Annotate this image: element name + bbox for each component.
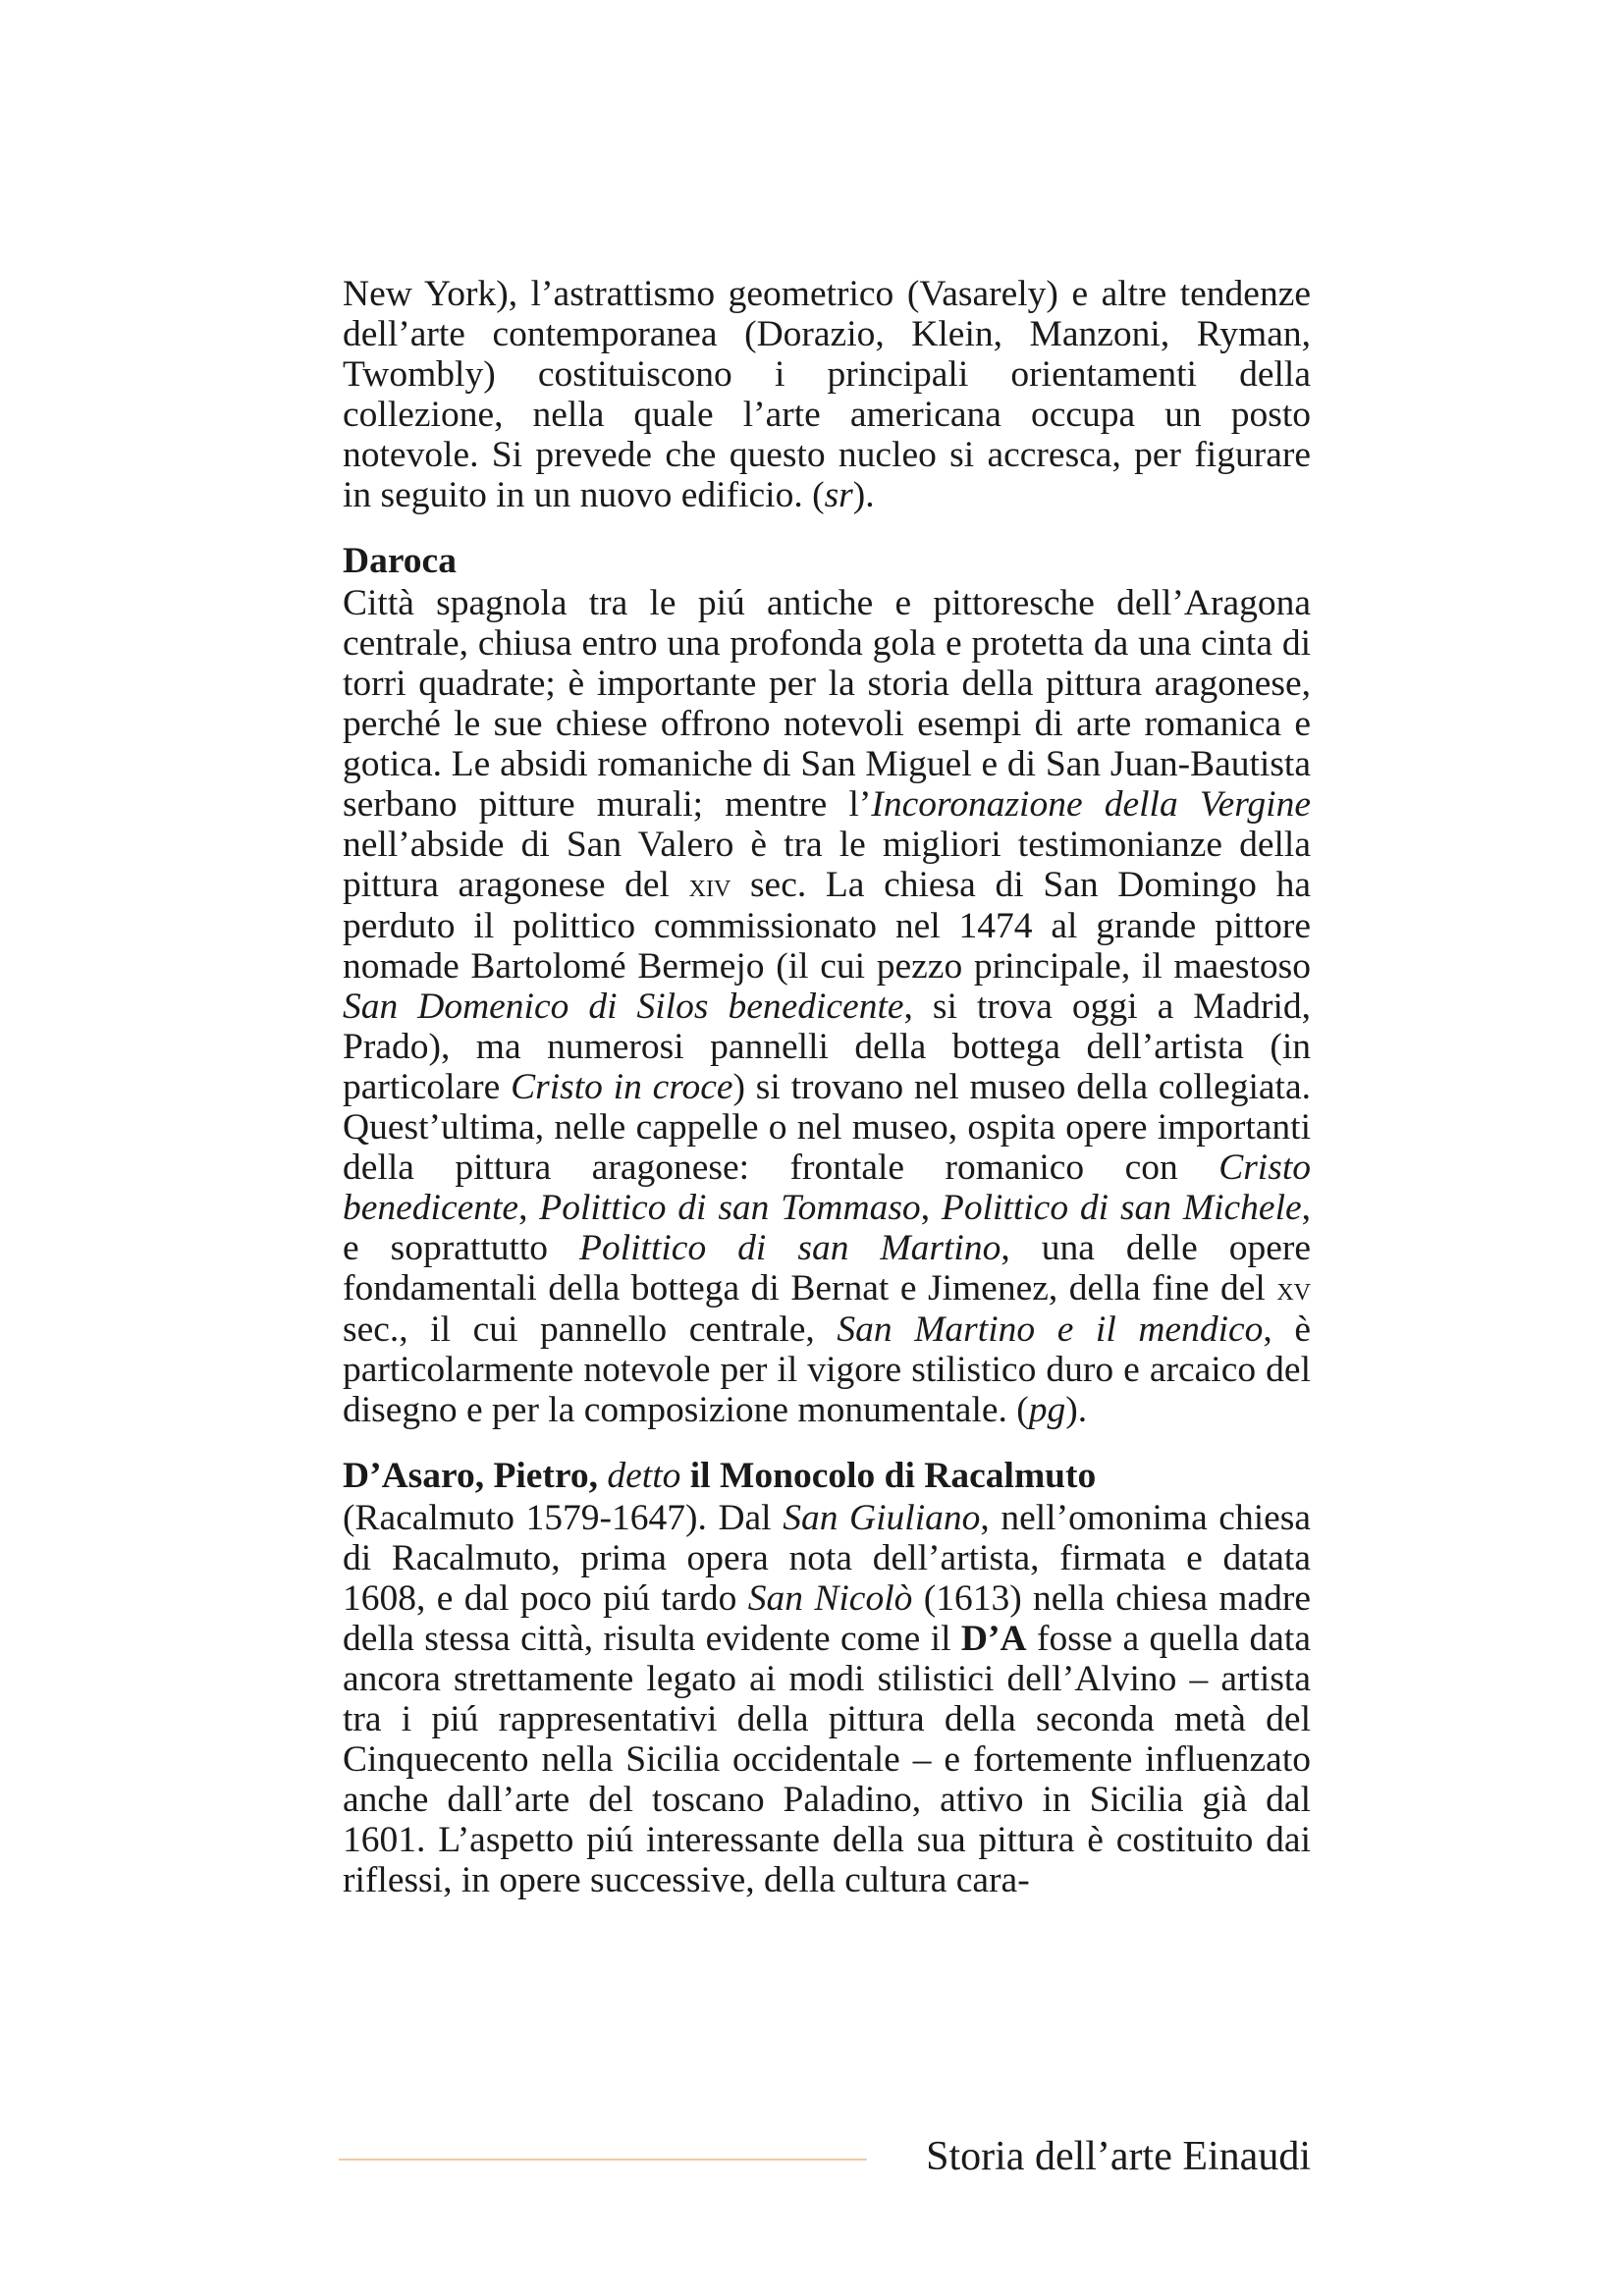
footer-rule <box>339 2159 867 2161</box>
text-run: , si trova oggi a Madrid, Prado), ma numerosi pannelli della bottega dell’artista (in particolare <box>343 987 1312 1107</box>
author-signature: pg <box>1028 1390 1066 1430</box>
text-run: sec. La chiesa di San Domingo ha perduto il polittico commissionato nel 1474 al grande pittore nomade Bartolomé Bermejo (il cui pezzo principale, il maestoso <box>343 865 1311 987</box>
text-run: fosse a quella data ancora strettamente legato ai modi stilistici dell’Alvino – artista tra i piú rappresentativi della pittura della seconda metà del Cinquecento nella Sicilia occidentale – e fortemente influenzato anche dall’arte del toscano Paladino, attivo in Sicilia già dal 1601. L’aspetto piú interessante della sua pittura è costituito dai riflessi, in opere successive, della cultura cara- <box>343 1619 1311 1900</box>
footer-title: Storia dell’arte Einaudi <box>926 2134 1311 2179</box>
artwork-title: San Domenico di Silos benedicente <box>343 987 904 1027</box>
text-run: , è particolarmente notevole per il vigore stilistico duro e arcaico del disegno e per la composizione monumentale. ( <box>343 1309 1311 1430</box>
intro-paragraph <box>343 274 1311 515</box>
article-body <box>343 274 1311 1900</box>
text-run: , nell’omonima chiesa di Racalmuto, prima opera nota dell’artista, firmata e datata 1608, e dal poco piú tardo <box>343 1498 1312 1619</box>
entry-paragraph <box>343 1498 1311 1900</box>
artwork-title: Cristo in croce <box>511 1067 733 1107</box>
text-run: , <box>518 1188 540 1228</box>
title-run: il Monocolo di Racalmuto <box>680 1456 1097 1496</box>
century-numeral: xiv <box>688 867 731 904</box>
text-run: (1613) nella chiesa madre della stessa città, risulta evidente come il <box>343 1578 1311 1659</box>
text-run: , <box>920 1188 942 1228</box>
artwork-title: San Giuliano <box>783 1498 981 1538</box>
text-run: nell’abside di San Valero è tra le migliori testimonianze della pittura aragonese del <box>343 825 1311 905</box>
intro-end: ). <box>852 475 875 515</box>
author-signature: sr <box>824 475 853 515</box>
artwork-title: Cristo benedicente <box>343 1148 1311 1228</box>
title-run: detto <box>607 1456 681 1496</box>
entry-title <box>343 1454 1311 1498</box>
entry-dasaro <box>343 1454 1311 1900</box>
artwork-title: Incoronazione della Vergine <box>871 784 1311 825</box>
artwork-title: Polittico di san Martino <box>579 1228 1001 1268</box>
title-run: D’Asaro, Pietro, <box>343 1456 608 1496</box>
text-run: ). <box>1065 1390 1088 1430</box>
century-numeral: xv <box>1276 1270 1311 1308</box>
text-run: Città spagnola tra le piú antiche e pittoresche dell’Aragona centrale, chiusa entro una profonda gola e protetta da una cinta di torri quadrate; è importante per la storia della pittura aragonese, perché le sue chiese offrono notevoli esempi di arte romanica e gotica. Le absidi romaniche di San Miguel e di San Juan-Bautista serbano pitture murali; mentre l’ <box>343 583 1311 825</box>
artwork-title: San Martino e il mendico <box>837 1309 1264 1350</box>
text-run: ) si trovano nel museo della collegiata. Quest’ultima, nelle cappelle o nel museo, ospita opere importanti della pittura aragonese: frontale romanico con <box>343 1067 1311 1188</box>
artwork-title: Polittico di san Michele <box>941 1188 1302 1228</box>
intro-text: New York), l’astrattismo geometrico (Vasarely) e altre tendenze dell’arte contemporanea (Dorazio, Klein, Manzoni, Ryman, Twombly) costituiscono i principali orientamenti della collezione, nella quale l’arte americana occupa un posto notevole. Si prevede che questo nucleo si accresca, per figurare in seguito in un nuovo edificio. ( <box>343 274 1311 515</box>
text-run: , una delle opere fondamentali della bottega di Bernat e Jimenez, della fine del <box>343 1228 1312 1308</box>
page-footer <box>339 2132 1311 2181</box>
text-run: (Racalmuto 1579-1647). Dal <box>343 1498 784 1538</box>
entry-paragraph <box>343 583 1311 1430</box>
artist-abbreviation: D’A <box>960 1619 1027 1659</box>
entry-title: Daroca <box>343 541 457 581</box>
text-run: , e soprattutto <box>343 1188 1312 1268</box>
artwork-title: Polittico di san Tommaso <box>539 1188 921 1228</box>
artwork-title: San Nicolò <box>747 1578 913 1619</box>
text-run: sec., il cui pannello centrale, <box>343 1309 838 1350</box>
entry-daroca <box>343 539 1311 1430</box>
